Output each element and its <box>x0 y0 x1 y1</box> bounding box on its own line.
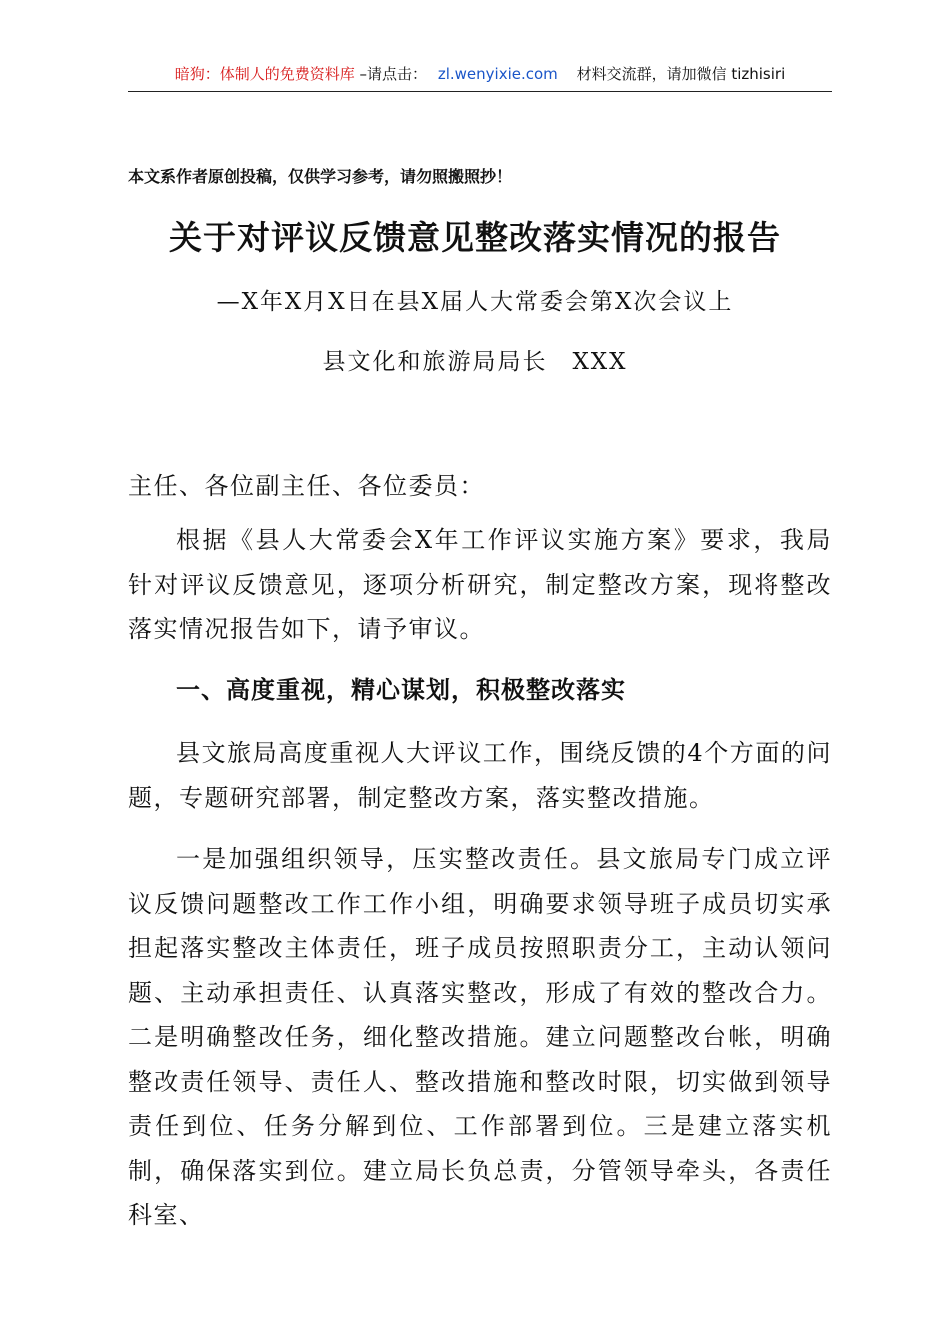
section-paragraph-2: 一是加强组织领导，压实整改责任。县文旅局专门成立评议反馈问题整改工作工作小组，明确要求领导班子成员切实承担起落实整改主体责任，班子成员按照职责分工，主动认领问题、主动承担责任、认真落实整改，形成了有效的整改合力。二是明确整改任务，细化整改措施。建立问题整改台帐，明确整改责任领导、责任人、整改措施和整改时限，切实做到领导责任到位、任务分解到位、工作部署到位。三是建立落实机制，确保落实到位。建立局长负总责，分管领导牵头，各责任科室、 <box>128 845 832 1229</box>
header-link[interactable]: zl.wenyixie.com <box>437 65 558 83</box>
section-paragraph-1: 县文旅局高度重视人大评议工作，围绕反馈的4个方面的问题，专题研究部署，制定整改方案，落实整改措施。 <box>128 739 832 812</box>
speaker-line: 县文化和旅游局局长 XXX <box>322 349 628 375</box>
section-heading: 一、高度重视，精心谋划，积极整改落实 <box>176 676 626 704</box>
header-contact: 材料交流群，请加微信 tizhisiri <box>576 65 786 83</box>
copyright-notice: 本文系作者原创投稿，仅供学习参考，请勿照搬照抄！ <box>128 167 513 186</box>
document-subtitle: —X年X月X日在县X届人大常委会第X次会议上 <box>216 289 734 315</box>
salutation: 主任、各位副主任、各位委员： <box>128 472 485 500</box>
page-header <box>128 60 832 92</box>
header-brand: 暗狗：体制人的免费资料库 <box>174 65 355 83</box>
document-title: 关于对评议反馈意见整改落实情况的报告 <box>169 218 781 257</box>
intro-paragraph: 根据《县人大常委会X年工作评议实施方案》要求，我局针对评议反馈意见，逐项分析研究，制定整改方案，现将整改落实情况报告如下，请予审议。 <box>128 526 832 643</box>
header-prompt: –请点击： <box>359 65 428 83</box>
